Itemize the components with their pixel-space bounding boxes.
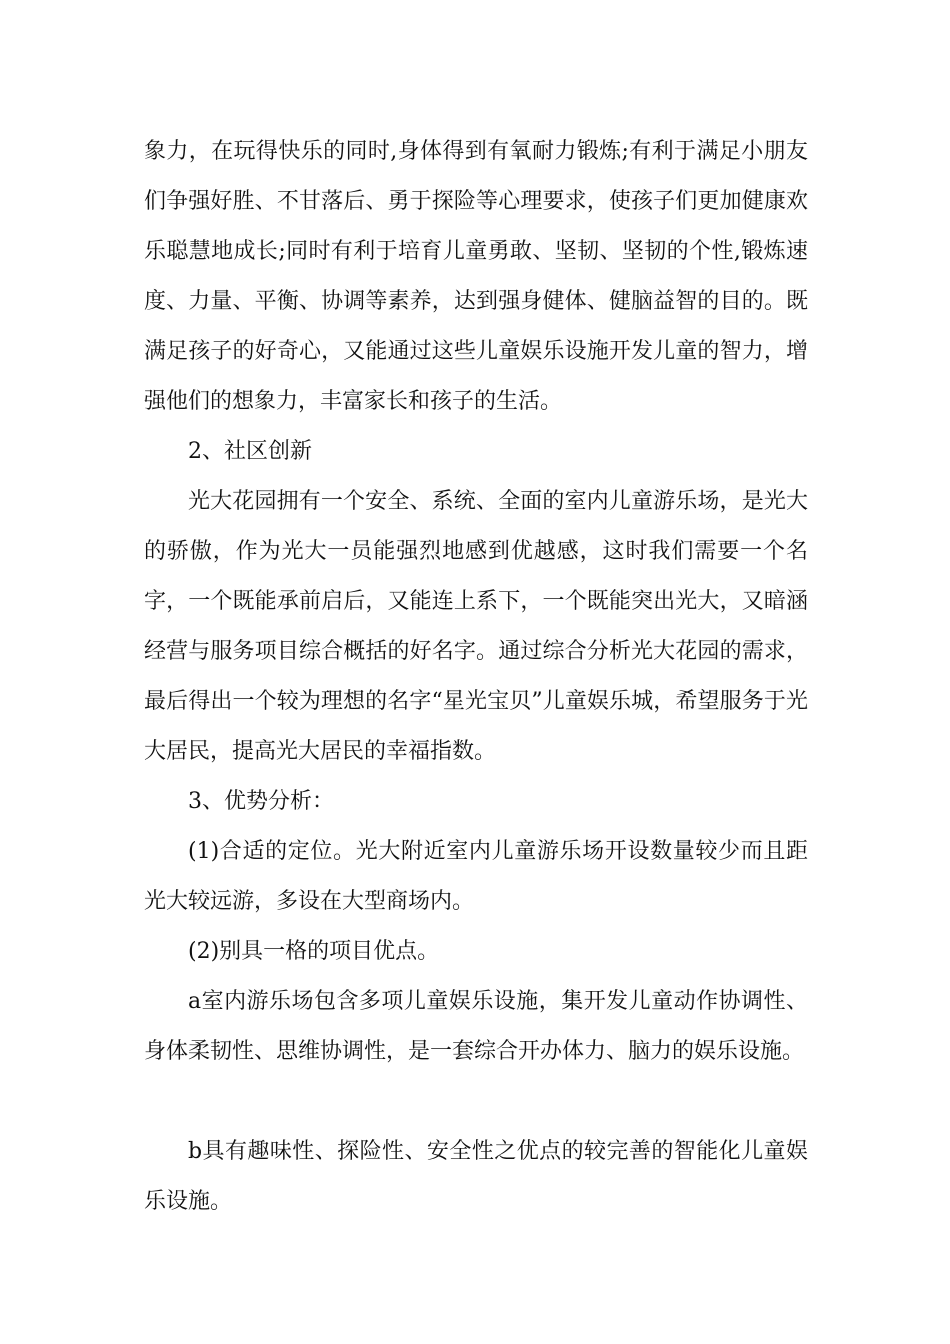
paragraph-positioning: (1)合适的定位。光大附近室内儿童游乐场开设数量较少而且距光大较远游，多设在大型商场内。: [144, 839, 808, 914]
section-heading-advantage-analysis: 3、优势分析：: [188, 789, 334, 814]
paragraph-item-b: b具有趣味性、探险性、安全性之优点的较完善的智能化儿童娱乐设施。: [144, 1139, 808, 1214]
blank-line: [144, 1077, 808, 1127]
paragraph-community: 光大花园拥有一个安全、系统、全面的室内儿童游乐场，是光大的骄傲，作为光大一员能强烈地感到优越感，这时我们需要一个名字，一个既能承前启后，又能连上系下，一个既能突出光大，又暗涵经营与服务项目综合概括的好名字。通过综合分析光大花园的需求，最后得出一个较为理想的名字“星光宝贝”儿童娱乐城，希望服务于光大居民，提高光大居民的幸福指数。: [144, 489, 808, 764]
paragraph-item-a: a室内游乐场包含多项儿童娱乐设施，集开发儿童动作协调性、身体柔韧性、思维协调性，是一套综合开办体力、脑力的娱乐设施。: [144, 989, 808, 1064]
section-heading-community-innovation: 2、社区创新: [188, 439, 312, 464]
paragraph-continuation: 象力，在玩得快乐的同时,身体得到有氧耐力锻炼;有利于满足小朋友们争强好胜、不甘落后、勇于探险等心理要求，使孩子们更加健康欢乐聪慧地成长;同时有利于培育儿童勇敢、坚韧、坚韧的个性,锻炼速度、力量、平衡、协调等素养，达到强身健体、健脑益智的目的。既满足孩子的好奇心，又能通过这些儿童娱乐设施开发儿童的智力，增强他们的想象力，丰富家长和孩子的生活。: [144, 139, 808, 414]
paragraph-unique-features: (2)别具一格的项目优点。: [188, 939, 440, 964]
document-body: [144, 127, 808, 1227]
